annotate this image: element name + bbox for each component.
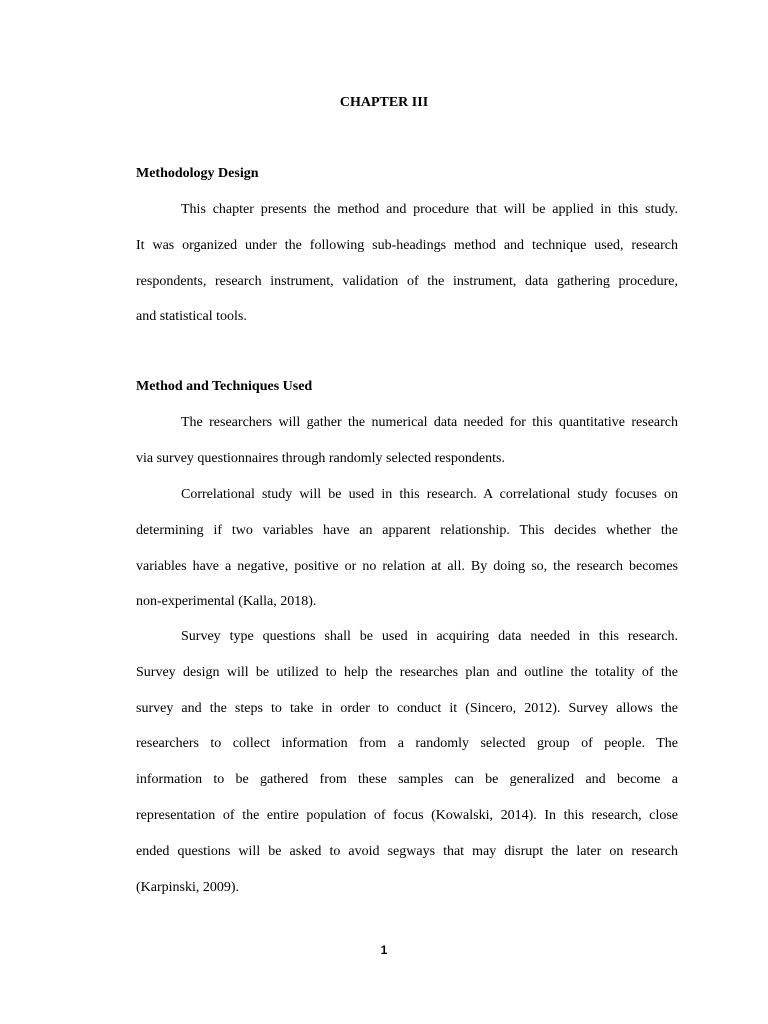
paragraph-line: (Karpinski, 2009).: [136, 879, 240, 895]
paragraph-line: Correlational study will be used in this research. A correlational study focuses on: [181, 487, 678, 502]
paragraph-line: researchers to collect information from a randomly selected group of people. The: [136, 736, 678, 752]
paragraph-correlational-study: [136, 477, 678, 620]
paragraph-data-gathering: [136, 405, 678, 477]
paragraph-line: survey and the steps to take in order to conduct it (Sincero, 2012). Survey allows the: [136, 700, 678, 716]
section-heading-methodology-design: Methodology Design: [136, 166, 259, 181]
paragraph-line: Survey design will be utilized to help the researches plan and outline the totality of the: [136, 664, 678, 680]
paragraph-line: representation of the entire population of focus (Kowalski, 2014). In this research, close: [136, 807, 678, 823]
paragraph-line: respondents, research instrument, validation of the instrument, data gathering procedure,: [136, 273, 678, 289]
paragraph-line: ended questions will be asked to avoid segways that may disrupt the later on research: [136, 843, 678, 859]
paragraph-line: via survey questionnaires through randomly selected respondents.: [136, 450, 505, 466]
paragraph-line: non-experimental (Kalla, 2018).: [136, 594, 317, 610]
paragraph-survey-design: [136, 619, 678, 905]
paragraph-line: The researchers will gather the numerical data needed for this quantitative research: [181, 415, 678, 430]
paragraph-line: It was organized under the following sub-headings method and technique used, research: [136, 237, 678, 253]
paragraph-line: information to be gathered from these samples can be generalized and become a: [136, 772, 678, 788]
page-number: 1: [380, 943, 388, 957]
section-heading-method-and-techniques: Method and Techniques Used: [136, 379, 313, 394]
paragraph-line: determining if two variables have an apparent relationship. This decides whether the: [136, 522, 678, 538]
paragraph-line: Survey type questions shall be used in acquiring data needed in this research.: [181, 629, 678, 644]
paragraph-chapter-overview: [136, 192, 678, 335]
chapter-title: CHAPTER III: [339, 95, 429, 110]
paragraph-line: variables have a negative, positive or no relation at all. By doing so, the research becomes: [136, 558, 678, 574]
paragraph-line: and statistical tools.: [136, 309, 247, 325]
paragraph-line: This chapter presents the method and procedure that will be applied in this study.: [181, 202, 678, 217]
